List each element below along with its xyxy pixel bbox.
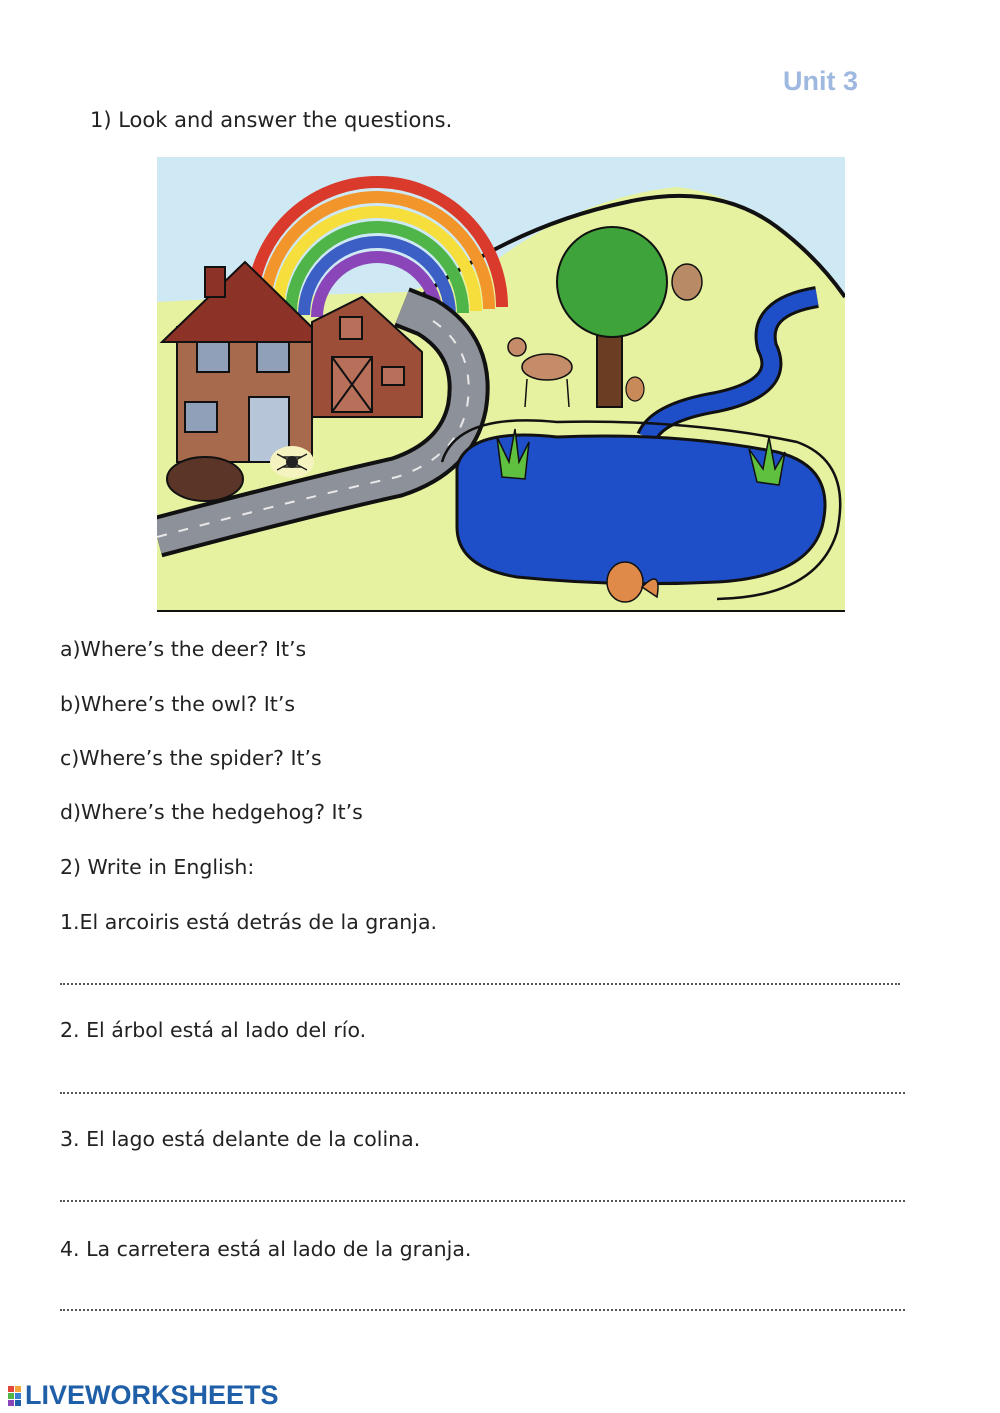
- translate-item-3: 3. El lago está delante de la colina.: [60, 1127, 421, 1151]
- translate-item-2: 2. El árbol está al lado del río.: [60, 1018, 367, 1042]
- answer-line-1[interactable]: [60, 983, 900, 985]
- unit-title: Unit 3: [783, 66, 859, 96]
- section1-instruction: 1) Look and answer the questions.: [90, 108, 453, 132]
- owl: [672, 264, 702, 300]
- question-d: d)Where’s the hedgehog? It’s: [60, 800, 363, 824]
- answer-line-2[interactable]: [60, 1092, 905, 1094]
- question-a: a)Where’s the deer? It’s: [60, 637, 307, 661]
- translate-item-1: 1.El arcoiris está detrás de la granja.: [60, 910, 438, 934]
- hedgehog-bush: [167, 457, 243, 501]
- logo-text: LIVEWORKSHEETS: [25, 1380, 279, 1410]
- translate-item-4: 4. La carretera está al lado de la granja.: [60, 1237, 472, 1261]
- answer-line-3[interactable]: [60, 1200, 905, 1202]
- question-c: c)Where’s the spider? It’s: [60, 746, 322, 770]
- squirrel: [626, 377, 644, 401]
- answer-line-4[interactable]: [60, 1309, 905, 1311]
- scene-illustration: [157, 157, 845, 612]
- spider: [270, 446, 314, 478]
- scene-drawing: [157, 157, 845, 610]
- question-b: b)Where’s the owl? It’s: [60, 692, 296, 716]
- section2-instruction: 2) Write in English:: [60, 855, 255, 879]
- liveworksheets-logo: [8, 1380, 279, 1411]
- logo-grid-icon: [8, 1386, 21, 1406]
